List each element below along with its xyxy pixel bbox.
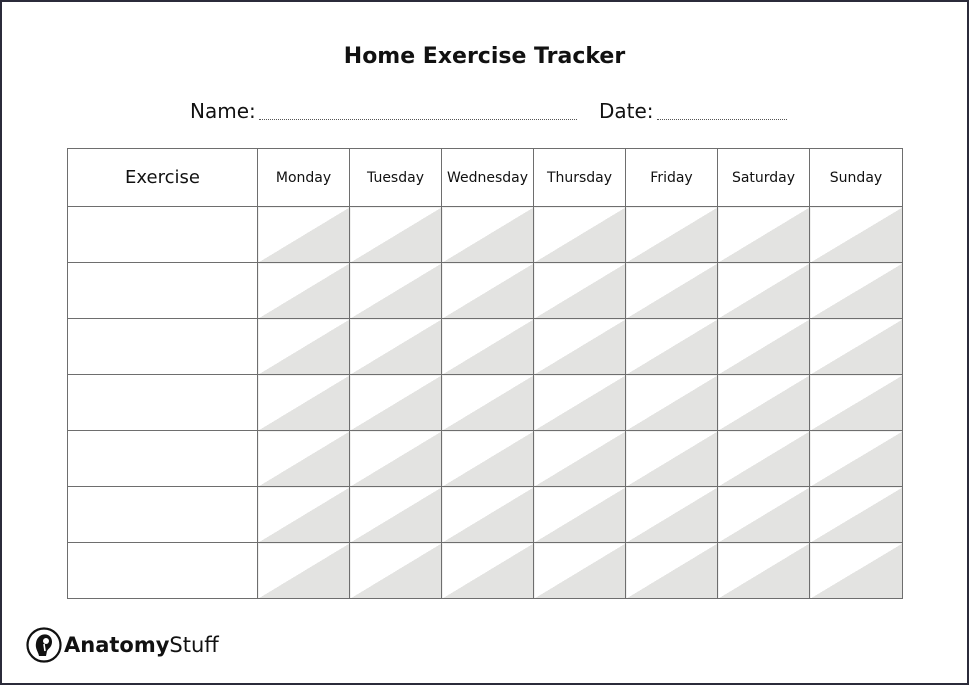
name-field[interactable] [190,99,577,123]
day-header-tuesday: Tuesday [350,149,442,207]
name-label: Name: [190,99,256,123]
day-cell-friday[interactable] [626,263,718,319]
day-cell-monday[interactable] [258,487,350,543]
table-row [68,543,903,599]
day-header-friday: Friday [626,149,718,207]
day-cell-wednesday[interactable] [442,263,534,319]
day-cell-friday[interactable] [626,319,718,375]
day-header-sunday: Sunday [810,149,903,207]
day-header-wednesday: Wednesday [442,149,534,207]
day-cell-thursday[interactable] [534,487,626,543]
day-cell-tuesday[interactable] [350,375,442,431]
day-cell-tuesday[interactable] [350,431,442,487]
day-header-monday: Monday [258,149,350,207]
day-cell-tuesday[interactable] [350,543,442,599]
day-cell-tuesday[interactable] [350,487,442,543]
header-row [68,149,903,207]
day-cell-saturday[interactable] [718,375,810,431]
day-cell-tuesday[interactable] [350,263,442,319]
exercise-cell[interactable] [68,207,258,263]
day-cell-friday[interactable] [626,375,718,431]
day-cell-monday[interactable] [258,319,350,375]
day-cell-thursday[interactable] [534,431,626,487]
table-row [68,375,903,431]
logo-text-bold: Anatomy [64,633,170,657]
table-row [68,431,903,487]
day-cell-thursday[interactable] [534,543,626,599]
table-row [68,487,903,543]
day-cell-sunday[interactable] [810,487,903,543]
day-cell-saturday[interactable] [718,543,810,599]
day-cell-friday[interactable] [626,431,718,487]
day-cell-wednesday[interactable] [442,543,534,599]
day-cell-thursday[interactable] [534,375,626,431]
day-cell-tuesday[interactable] [350,207,442,263]
day-cell-monday[interactable] [258,431,350,487]
table-row [68,207,903,263]
day-cell-wednesday[interactable] [442,431,534,487]
table-row [68,319,903,375]
day-header-saturday: Saturday [718,149,810,207]
day-cell-thursday[interactable] [534,263,626,319]
table-row [68,263,903,319]
exercise-cell[interactable] [68,431,258,487]
day-cell-monday[interactable] [258,207,350,263]
exercise-column-header: Exercise [68,149,258,207]
day-cell-sunday[interactable] [810,263,903,319]
day-cell-friday[interactable] [626,543,718,599]
exercise-cell[interactable] [68,487,258,543]
day-cell-saturday[interactable] [718,207,810,263]
tracker-body [68,207,903,599]
day-cell-thursday[interactable] [534,319,626,375]
day-cell-sunday[interactable] [810,207,903,263]
day-cell-friday[interactable] [626,207,718,263]
day-cell-wednesday[interactable] [442,319,534,375]
day-cell-saturday[interactable] [718,431,810,487]
logo [26,627,219,663]
name-input-line[interactable] [259,102,577,120]
day-cell-saturday[interactable] [718,319,810,375]
logo-text-light: Stuff [169,633,219,657]
page-title: Home Exercise Tracker [343,44,626,69]
day-cell-sunday[interactable] [810,319,903,375]
date-field[interactable] [599,99,787,123]
day-cell-saturday[interactable] [718,263,810,319]
day-cell-thursday[interactable] [534,207,626,263]
exercise-cell[interactable] [68,375,258,431]
day-cell-sunday[interactable] [810,375,903,431]
day-cell-wednesday[interactable] [442,375,534,431]
exercise-cell[interactable] [68,263,258,319]
day-cell-monday[interactable] [258,543,350,599]
day-header-thursday: Thursday [534,149,626,207]
day-cell-wednesday[interactable] [442,207,534,263]
day-cell-friday[interactable] [626,487,718,543]
day-cell-sunday[interactable] [810,431,903,487]
date-input-line[interactable] [657,102,787,120]
day-cell-monday[interactable] [258,375,350,431]
date-label: Date: [599,99,654,123]
exercise-cell[interactable] [68,319,258,375]
day-cell-monday[interactable] [258,263,350,319]
exercise-cell[interactable] [68,543,258,599]
day-cell-wednesday[interactable] [442,487,534,543]
anatomy-head-icon [26,627,62,663]
exercise-tracker-table [67,148,903,599]
day-cell-tuesday[interactable] [350,319,442,375]
day-cell-sunday[interactable] [810,543,903,599]
day-cell-saturday[interactable] [718,487,810,543]
